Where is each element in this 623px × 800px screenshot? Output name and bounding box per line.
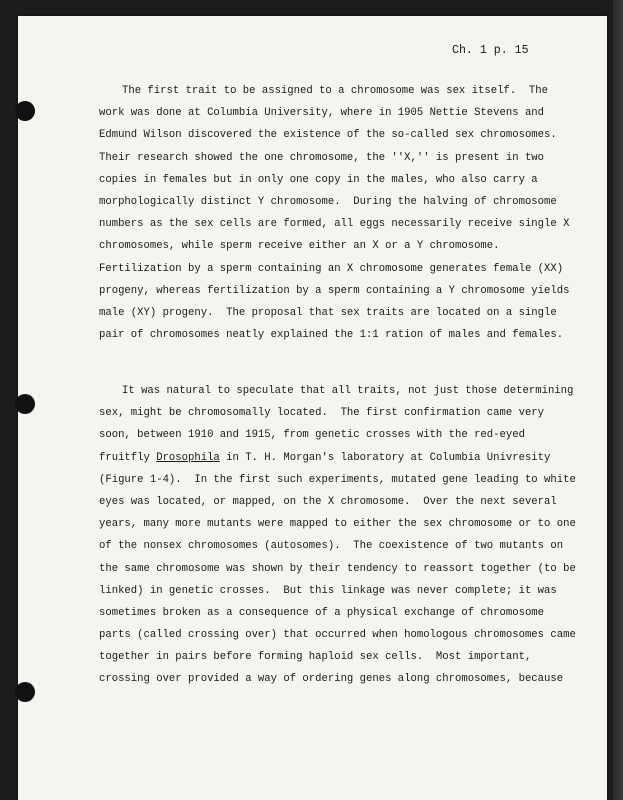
binder-hole-icon [15,394,35,414]
text-line: pair of chromosomes neatly explained the 1:1 ration of males and females. [99,329,564,342]
text-line: crossing over provided a way of ordering genes along chromosomes, because [99,673,564,686]
text-line: Their research showed the one chromosome, the ''X,'' is present in two [99,151,545,164]
text-line: sometimes broken as a consequence of a physical exchange of chromosome [99,606,545,619]
text-line: the same chromosome was shown by their tendency to reassort together (to be [99,562,576,575]
text-line: eyes was located, or mapped, on the X chromosome. Over the next several [99,495,557,508]
scanner-edge [613,0,623,800]
text-line: copies in females but in only one copy in the males, who also carry a [99,173,538,186]
text-line: (Figure 1-4). In the first such experiments, mutated gene leading to white [99,473,576,486]
text-line: of the nonsex chromosomes (autosomes). The coexistence of two mutants on [99,540,564,553]
text-line: numbers as the sex cells are formed, all eggs necessarily receive single X [99,218,570,231]
text-line: morphologically distinct Y chromosome. During the halving of chromosome [99,195,557,208]
paragraph-1 [99,80,570,346]
text-segment: in T. H. Morgan's laboratory at Columbia Univresity [219,451,551,464]
paragraph-2 [99,380,576,691]
text-line: progeny, whereas fertilization by a sperm containing a Y chromosome yields [99,284,570,297]
text-line: sex, might be chromosomally located. The first confirmation came very [99,407,545,420]
binder-hole-icon [15,101,35,121]
text-line: The first trait to be assigned to a chromosome was sex itself. The [122,85,548,97]
page-number: Ch. 1 p. 15 [452,44,529,57]
text-line: Edmund Wilson discovered the existence of the so-called sex chromosomes. [99,129,557,142]
text-line: linked) in genetic crosses. But this linkage was never complete; it was [99,584,557,597]
text-line [99,447,559,469]
text-line: Fertilization by a sperm containing an X chromosome generates female (XX) [99,262,564,275]
text-line: parts (called crossing over) that occurred when homologous chromosomes came [99,629,576,642]
underlined-term: Drosophila [156,451,220,464]
text-line: years, many more mutants were mapped to either the sex chromosome or to one [99,518,576,531]
text-line: together in pairs before forming haploid sex cells. Most important, [99,651,532,664]
binder-hole-icon [15,682,35,702]
text-line: chromosomes, while sperm receive either an X or a Y chromosome. [99,240,500,253]
text-line: It was natural to speculate that all traits, not just those determining [122,385,574,397]
text-line: soon, between 1910 and 1915, from genetic crosses with the red-eyed [99,429,525,442]
text-line: work was done at Columbia University, where in 1905 Nettie Stevens and [99,107,545,120]
text-segment: fruitfly [99,451,157,464]
text-line: male (XY) progeny. The proposal that sex traits are located on a single [99,306,557,319]
